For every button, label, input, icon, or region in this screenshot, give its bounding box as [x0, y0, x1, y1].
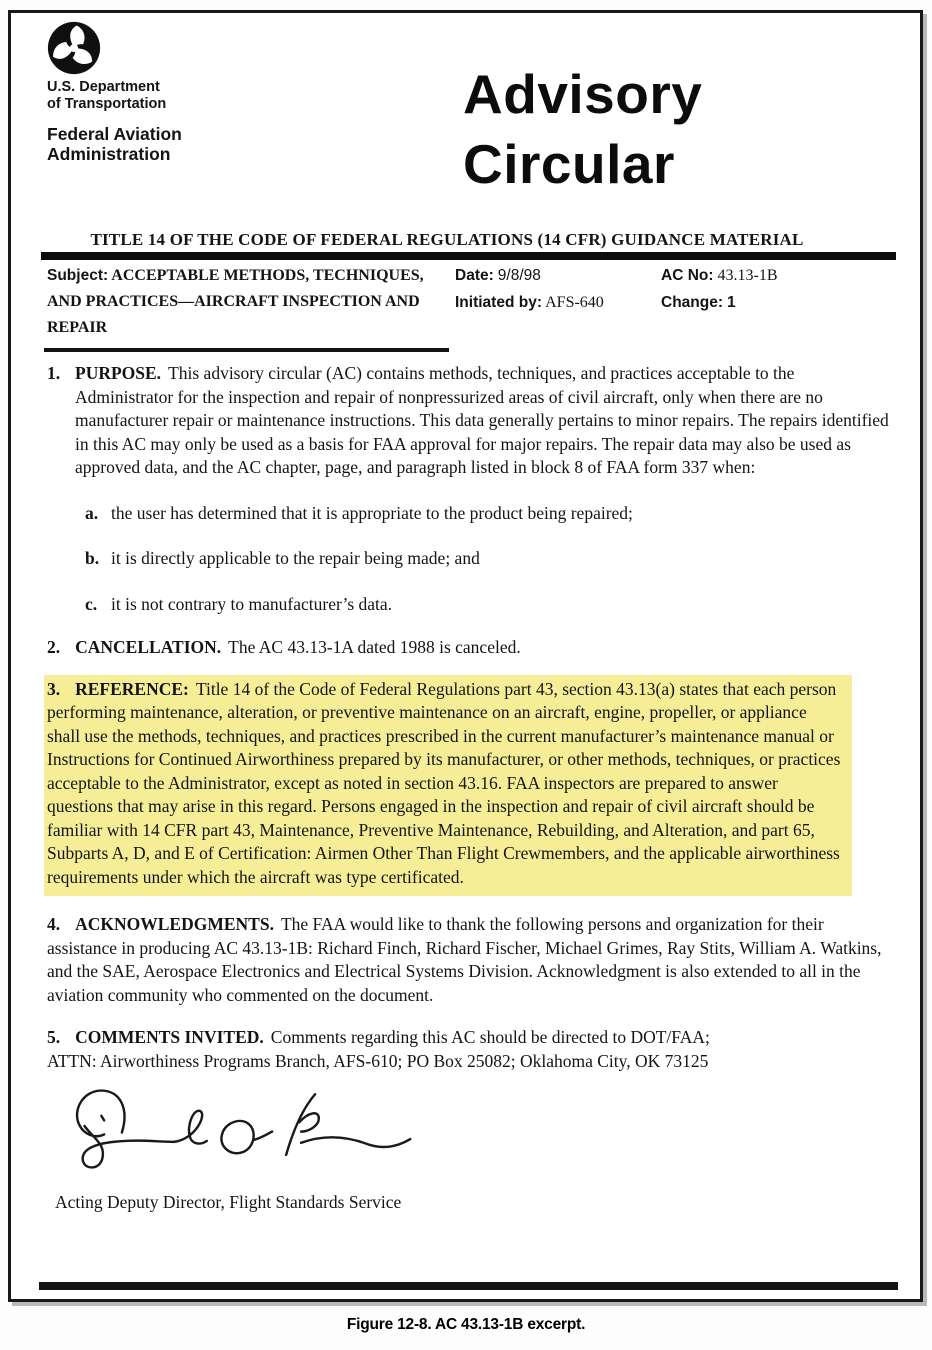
list-item-text: it is not contrary to manufacturer’s data. — [111, 593, 393, 614]
paragraph-heading: CANCELLATION. — [75, 637, 222, 657]
subject-label: Subject: — [47, 267, 109, 284]
federal-aviation-administration-label: Federal Aviation Administration — [47, 124, 182, 164]
list-item-letter: c. — [85, 593, 98, 614]
paragraph-number: 1. — [47, 363, 61, 383]
subject-rule — [44, 348, 449, 352]
dept-of-transportation-label: U.S. Department of Transportation — [47, 79, 167, 112]
date-label: Date: — [455, 267, 494, 284]
footer-rule — [39, 1282, 898, 1290]
paragraph-text: The AC 43.13-1A dated 1988 is canceled. — [228, 637, 521, 657]
paragraph-number: 2. — [47, 637, 61, 657]
paragraph-text: The FAA would like to thank the following persons and organization for their assistance in producing AC 43.13-1B: Richard Finch, Richard Fischer, Michael Grimes, Ray Stits, William A. Watkins, and the SAE, Aerospace Electronics and Electrical Systems Division. Acknowledgment is also extended to all in the aviation community who commented on the document. — [47, 914, 882, 1005]
reference-highlight — [44, 675, 852, 897]
banner-rule — [41, 252, 896, 260]
change-label: Change: — [661, 293, 723, 311]
paragraph-number: 3. — [47, 678, 61, 699]
date-value: 9/8/98 — [497, 267, 541, 284]
handwritten-signature — [51, 1084, 892, 1189]
paragraph-text-line2: ATTN: Airworthiness Programs Branch, AFS-610; PO Box 25082; Oklahoma City, OK 73125 — [47, 1050, 709, 1071]
document-meta-block — [47, 263, 896, 341]
list-item-text: it is directly applicable to the repair being made; and — [111, 548, 480, 568]
advisory-circular-title: Advisory Circular — [463, 63, 703, 195]
ac-no-label: AC No: — [661, 267, 714, 284]
paragraph-text: This advisory circular (AC) contains methods, techniques, and practices acceptable to the Administrator for the inspection and repair of nonpressurized areas of civil aircraft, only when there are no manufacturer repair or maintenance instructions. This data generally pertains to minor repairs. The repairs identified in this AC may only be used as a basis for FAA approval for major repairs. The repair data may also be used as approved data, and the AC chapter, page, and paragraph listed in block 8 of FAA form 337 when: — [75, 363, 889, 477]
signatory-title: Acting Deputy Director, Flight Standards Service — [55, 1191, 402, 1212]
paragraph-number: 5. — [47, 1027, 61, 1047]
paragraph-heading: PURPOSE. — [75, 363, 162, 383]
paragraph-heading: COMMENTS INVITED. — [75, 1027, 264, 1047]
initiated-by-label: Initiated by: — [455, 293, 542, 311]
list-item-text: the user has determined that it is appropriate to the product being repaired; — [111, 502, 633, 523]
initiated-by-value: AFS-640 — [545, 293, 604, 311]
paragraph-purpose — [47, 362, 892, 480]
dot-triskelion-logo — [47, 21, 101, 80]
paragraph-text: Comments regarding this AC should be directed to DOT/FAA; — [270, 1027, 710, 1047]
ac-no-value: 43.13-1B — [717, 267, 778, 284]
document-body — [47, 354, 892, 1214]
subject-value: ACCEPTABLE METHODS, TECHNIQUES, AND PRACTICES—AIRCRAFT INSPECTION AND REPAIR — [47, 267, 424, 336]
ac-no-field — [661, 263, 778, 341]
list-item-letter: a. — [85, 502, 99, 523]
list-item-c — [47, 593, 892, 617]
paragraph-number: 4. — [47, 914, 61, 934]
paragraph-comments-invited — [47, 1026, 892, 1073]
paragraph-cancellation — [47, 636, 892, 660]
figure-caption: Figure 12-8. AC 43.13-1B excerpt. — [346, 1316, 586, 1333]
list-item-b — [47, 547, 892, 571]
date-field — [455, 263, 661, 341]
advisory-circular-page — [8, 10, 923, 1302]
paragraph-text: Title 14 of the Code of Federal Regulations part 43, section 43.13(a) states that each person performing maintenance, alteration, or preventive maintenance on an aircraft, engine, propeller, or appliance shall use the methods, techniques, and practices prescribed in the current manufacturer’s maintenance manual or Instructions for Continued Airworthiness prepared by its manufacturer, or other methods, techniques, or practices acceptable to the Administrator, except as noted in section 43.16. FAA inspectors are prepared to answer questions that may arise in this regard. Persons engaged in the inspection and repair of civil aircraft should be familiar with 14 CFR part 43, Maintenance, Preventive Maintenance, Rebuilding, and Alteration, and part 65, Subparts A, D, and E of Certification: Airmen Other Than Flight Crewmembers, and the applicable airworthiness requirements under which the aircraft was type certificated. — [47, 678, 841, 887]
list-item-a — [47, 502, 892, 526]
paragraph-acknowledgments — [47, 913, 892, 1007]
change-value: 1 — [727, 293, 736, 311]
paragraph-heading: REFERENCE: — [75, 678, 189, 699]
list-item-letter: b. — [85, 548, 100, 568]
subject-field — [47, 263, 455, 341]
paragraph-heading: ACKNOWLEDGMENTS. — [75, 914, 274, 934]
cfr-guidance-banner: TITLE 14 OF THE CODE OF FEDERAL REGULATIONS (14 CFR) GUIDANCE MATERIAL — [90, 230, 804, 249]
